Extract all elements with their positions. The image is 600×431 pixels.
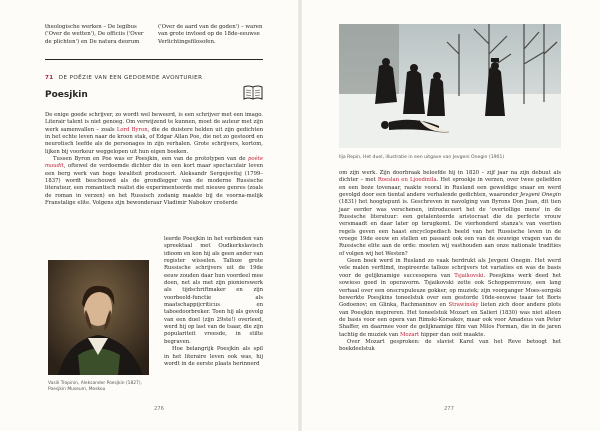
column-paragraph-2: Hoe belangrijk Poesjkin als spil in het literaire leven ook was, hij wordt in de eerste plaats herinnerd <box>164 346 263 367</box>
section-number: 71 <box>45 75 54 81</box>
entry-intro <box>45 112 263 207</box>
section-title: DE POËZIE VAN EEN GEDOEMDE AVONTURIER <box>58 75 203 81</box>
link-poete-maudit[interactable]: poète maudit <box>45 156 263 170</box>
portrait-caption: Vasili Tropinin, Aleksander Poesjkin (1827), Poesjkin Museum, Moskou <box>48 381 142 393</box>
previous-entry-tail <box>45 24 263 46</box>
book-gutter <box>298 0 302 431</box>
section-header <box>45 75 263 81</box>
link-tsjaikovski[interactable]: Tsjaikovski <box>454 272 484 279</box>
column-paragraph: leerde Poesjkin in het verbinden van spreektaal met Oudkerkslavisch idioom en kon hij als geen ander van register wisselen. Talloze grote Russische schrijvers uit de 19de eeuw zouden daar hun voordeel mee doen, net als met zijn pionierswerk als tijdschriftmaker en zijn voorbeeld-functie als maatschappijcriticus en taboedoorbreker. Toen hij als gevolg van een duel (zijn 29ste!) overleed, werd hij op last van de tsaar, die zijn populariteit vreesde, in stilte begraven. <box>164 236 263 345</box>
section-divider <box>45 59 263 60</box>
link-lord-byron[interactable]: Lord Byron <box>116 126 148 133</box>
page-number-left: 276 <box>154 406 164 412</box>
entry-continuation <box>339 170 561 354</box>
link-strawinsky[interactable]: Strawinsky <box>448 302 479 309</box>
entry-heading: Poesjkin <box>45 90 88 100</box>
duel-illustration <box>339 24 561 148</box>
paragraph-3: om zijn werk. Zijn doorbraak beleefde hij in 1820 – zijf jaar na zijn debuut als dichter – met Roeslan en Ljoedmila. Het sprookje in verzen, over twee geliefden en een boze tovenaar, raakte vooral in Rusland een geweldige snaar en werd gevolgd door een tiental andere verhalende gedichten, waaronder Jevgeni Onegin (1831) het hoogtepunt is. Geschreven in navolging van Byrons Don Juan, dit tien jaar eerder was verschenen, introduceert het de 'overtollige mens' in de Russische literatuur: een getalenteerde aristocraat die de perfecte vrouw versmaadt en daar later op terugkomt. De vierhonderd stanza's van veertien regels geven een haast encyclopedisch beeld van het Russische leven in de vroege 19de eeuw en stellen en passant ook een van de eeuwige vragen van de Russische elite aan de orde: moeten wij vasthouden aan onze nationale tradities of volgen wij het Westen? <box>339 170 561 257</box>
link-roeslan-en-ljoedmila[interactable]: Roeslan en Ljoedmila <box>377 177 437 184</box>
portrait-image <box>48 260 149 375</box>
paragraph-2: Tussen Byron en Poe was er Poesjkin, een van de prototypen van de poète maudit, oftewel de verdoemde dichter die in een kort maar spectaculair leven een berg werk van hoge kwaliteit produceert. Aleksandr Sergejevitsj (1799–1837) wordt beschouwd als de grondlegger van de moderne Russische literatuur, een romantisch realist die experimenteerde met nieuwe genres (zoals de roman in verzen) en het Russisch zodanig maakte bij de voorna-melijk Franstalige elite. Volgens zijn bewonderaar Vladimir Nabokov creëerde <box>45 156 263 207</box>
paragraph-1: De enige goede schrijver, zo wordt wel beweerd, is een schrijver met een imago. Literair talent is niet genoeg. Om verwijzend te kunnen, moet de auteur met zijn werk samenvallen – zoals Lord Byron, die de duistere helden uit zijn gedichten in het echte leven naar de kroon stak, of Edgar Allan Poe, die net zo gestoord en neurotisch leefde als de personages in zijn verhalen. Grote schrijvers, kortom, lijken bij voorkeur weggelopen uit hun eigen boeken. <box>45 112 263 155</box>
illustration-caption: Ilja Repin, Het duel, illustratie in een uitgave van Jevgeni Onegin (1901) <box>339 155 505 160</box>
page-number-right: 277 <box>444 406 454 412</box>
paragraph-4: Geen boek werd in Rusland zo vaak herdrukt als Jevgeni Onegin. Het werd vele malen verfilmd, inspireerde talloze schrijvers tot variaties en was de basis voor de gelijknamige succesopera van Tsjaikovski. Poesjkins werk deed het sowieso goed in operavorm. Tsjaikovski zette ook Schoppenvrouw, een lang verhaal over een onscrupuleuze gokker, op muziek; zijn voorganger Moes-sorgski bewerkte Poesjkins toneelstuk over een gestorde 16de-eeuwse tsaar tot Boris Godoenov; en Glinka, Rachmaninov en Strawinsky lieten zich door andere plots van Poesjkin inspireren. Het toneelstuk Mozart en Salieri (1830) was niet alleen de basis voor een opera van Rimski-Korsakov, maar ook voor Amadeus van Peter Shaffer, en daarmee voor de gelijknamige film van Milos Forman, die in de jaren tachtig de muziek van Mozart hipper dan ooit maakte. <box>339 258 561 338</box>
paragraph-5: Over Mozart gesproken: de slavist Karel van het Reve betoogt het boekdeelstuk <box>339 338 561 353</box>
link-mozart[interactable]: Mozart <box>399 331 420 338</box>
top-column-2: ('Over de aard van de goden') – waren van grote invloed op de 18de-eeuwse Verlichtingsfilosofen. <box>158 24 263 45</box>
column-text <box>164 236 263 368</box>
top-column-1: theologische werken – De legibus ('Over de wetten'), De officiis ('Over de plichten') en De natura deorum <box>45 24 144 45</box>
open-book-icon <box>243 84 263 102</box>
